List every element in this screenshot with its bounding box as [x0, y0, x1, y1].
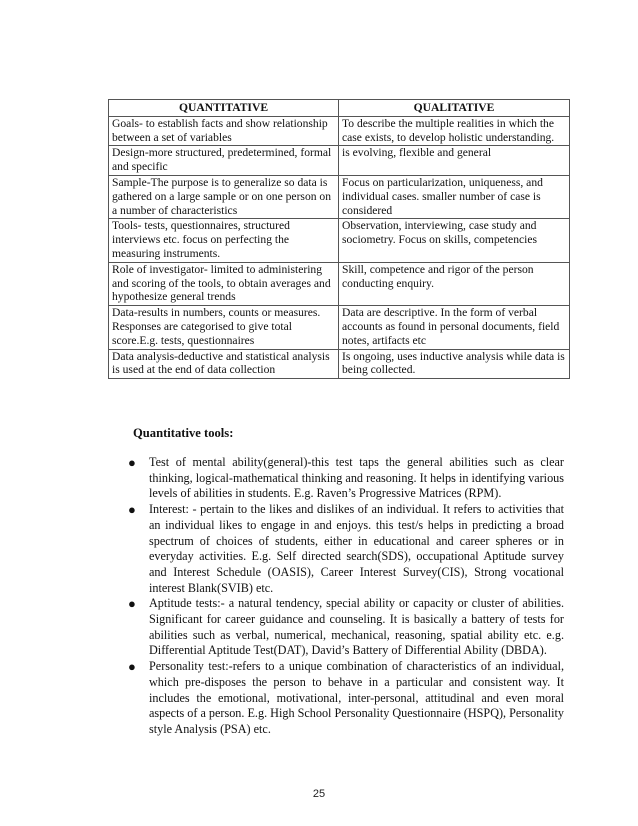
- cell-qualitative: Focus on particularization, uniqueness, and individual cases. smaller number of case is considered: [339, 175, 570, 218]
- table-row: [109, 146, 570, 176]
- list-item-text: Test of mental ability(general)-this test taps the general abilities such as clear thinking, logical-mathematical thinking and reasoning. It helps in identifying various levels of abilities in students. E.g. Raven’s Progressive Matrices (RPM).: [149, 455, 564, 501]
- table-row: [109, 306, 570, 349]
- header-quantitative: QUANTITATIVE: [109, 100, 339, 117]
- cell-quantitative: Sample-The purpose is to generalize so data is gathered on a large sample or on one person on a number of characteristics: [109, 175, 339, 218]
- list-item: [122, 502, 564, 596]
- cell-quantitative: Goals- to establish facts and show relationship between a set of variables: [109, 116, 339, 146]
- cell-qualitative: Is ongoing, uses inductive analysis while data is being collected.: [339, 349, 570, 379]
- bullet-icon: ●: [128, 596, 136, 612]
- table-row: [109, 116, 570, 146]
- cell-quantitative: Data-results in numbers, counts or measures. Responses are categorised to give total score.E.g. tests, questionnaires: [109, 306, 339, 349]
- cell-qualitative: Skill, competence and rigor of the person conducting enquiry.: [339, 262, 570, 305]
- table-row: [109, 219, 570, 262]
- list-item-text: Interest: - pertain to the likes and dislikes of an individual. It refers to activities that an individual likes to engage in and enjoys. this test/s helps in predicting a broad spectrum of choices of students, either in educational and career spheres or in everyday activities. E.g. Self directed search(SDS), occupational Aptitude survey and Interest Schedule (OASIS), Career Interest Survey(CIS), Strong vocational interest Blank(SVIB) etc.: [149, 502, 564, 595]
- list-item: [122, 455, 564, 502]
- cell-qualitative: Data are descriptive. In the form of verbal accounts as found in personal documents, field notes, artifacts etc: [339, 306, 570, 349]
- table-row: [109, 262, 570, 305]
- bullet-icon: ●: [128, 659, 136, 675]
- table-row: [109, 175, 570, 218]
- cell-qualitative: is evolving, flexible and general: [339, 146, 570, 176]
- list-item-text: Personality test:-refers to a unique combination of characteristics of an individual, which pre-disposes the person to behave in a particular and consistent way. It includes the emotional, motivational, inter-personal, attitudinal and even moral aspects of a person. E.g. High School Personality Questionnaire (HSPQ), Personality style Analysis (PSA) etc.: [149, 659, 564, 736]
- list-item: [122, 596, 564, 659]
- bullet-icon: ●: [128, 455, 136, 470]
- cell-quantitative: Role of investigator- limited to administering and scoring of the tools, to obtain averages and hypothesize general trends: [109, 262, 339, 305]
- cell-qualitative: Observation, interviewing, case study and sociometry. Focus on skills, competencies: [339, 219, 570, 262]
- cell-quantitative: Design-more structured, predetermined, formal and specific: [109, 146, 339, 176]
- table-row: [109, 349, 570, 379]
- quantitative-tools-list: [122, 455, 564, 738]
- section-heading: Quantitative tools:: [133, 426, 234, 440]
- list-item-text: Aptitude tests:- a natural tendency, special ability or capacity or cluster of abilities. Significant for career guidance and counseling. It is basically a battery of tests for abilities such as verbal, numerical, mechanical, reasoning, spatial ability etc. e.g. Differential Aptitude Test(DAT), David’s Battery of Differential Ability (DBDA).: [149, 596, 564, 658]
- cell-qualitative: To describe the multiple realities in which the case exists, to develop holistic understanding.: [339, 116, 570, 146]
- list-item: [122, 659, 564, 738]
- header-qualitative: QUALITATIVE: [339, 100, 570, 117]
- table-header-row: [109, 100, 570, 117]
- cell-quantitative: Data analysis-deductive and statistical analysis is used at the end of data collection: [109, 349, 339, 379]
- cell-quantitative: Tools- tests, questionnaires, structured interviews etc. focus on perfecting the measuring instruments.: [109, 219, 339, 262]
- bullet-icon: ●: [128, 502, 136, 518]
- comparison-table: [108, 99, 570, 379]
- page-number: 25: [312, 788, 326, 800]
